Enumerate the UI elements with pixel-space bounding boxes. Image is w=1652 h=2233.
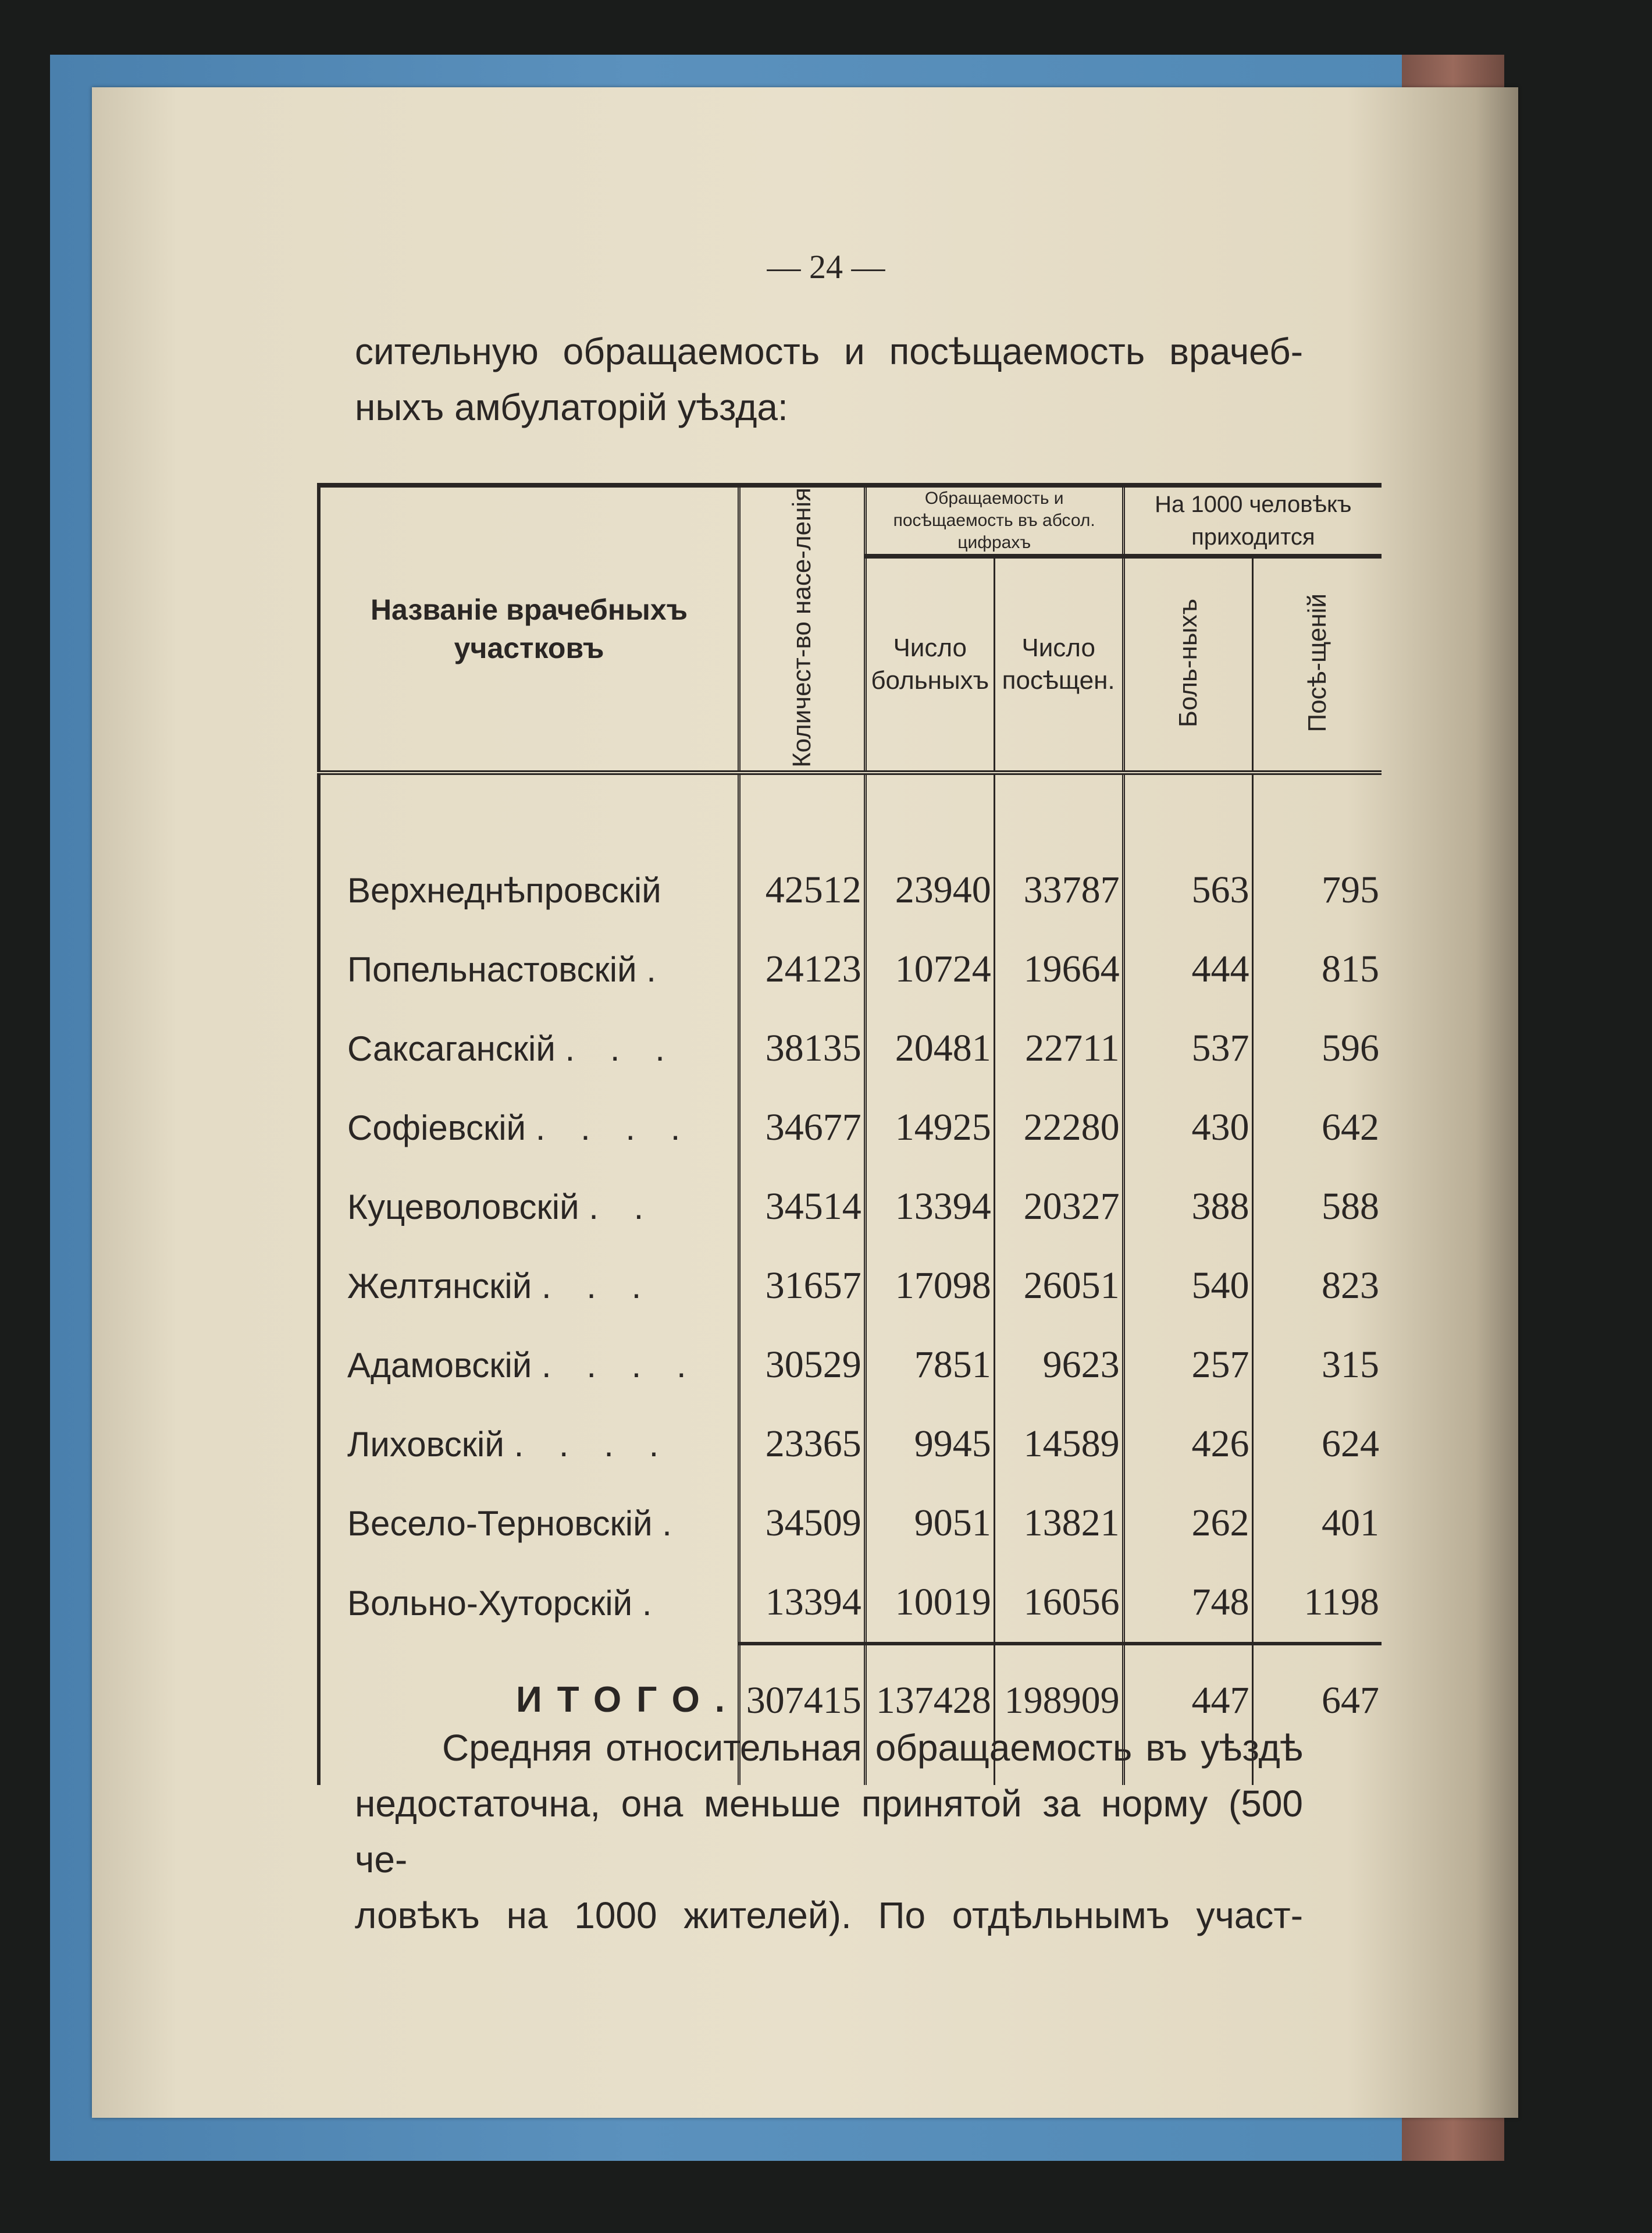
- table-row: Вольно-Хуторскій . 13394 10019 16056 748 1198: [319, 1563, 1382, 1644]
- district-name: Куцеволовскій: [347, 1187, 579, 1226]
- patients-cell: 9051: [865, 1484, 994, 1563]
- header-visits: Число посѣщен.: [994, 556, 1123, 773]
- district-statistics-table: [317, 483, 1382, 1785]
- visits-cell: 22711: [994, 1009, 1123, 1088]
- patients-per1000-cell: 426: [1123, 1404, 1252, 1484]
- header-visits-per1000: Посѣ-щеній: [1252, 556, 1382, 773]
- visits-per1000-cell: 642: [1252, 1088, 1382, 1167]
- district-name: Лиховскій: [347, 1424, 504, 1464]
- table-row: Желтянскій . . . 31657 17098 26051 540 823: [319, 1246, 1382, 1325]
- header-absolute-group: Обращаемость и посѣщаемость въ абсол. цифрахъ: [865, 485, 1123, 556]
- visits-per1000-cell: 823: [1252, 1246, 1382, 1325]
- visits-cell: 19664: [994, 930, 1123, 1009]
- population-cell: 38135: [739, 1009, 866, 1088]
- total-row: ИТОГО. 307415 137428 198909 447 647: [319, 1644, 1382, 1756]
- district-name: Попельнастовскій: [347, 950, 637, 989]
- intro-line-1: сительную обращаемость и посѣщаемость врачеб-: [355, 330, 1303, 372]
- population-cell: 34677: [739, 1088, 866, 1167]
- outro-line-1: Средняя относительная обращаемость въ уѣздѣ: [442, 1727, 1303, 1769]
- table-row: Софіевскій . . . . 34677 14925 22280 430 642: [319, 1088, 1382, 1167]
- outro-line-2: недостаточна, она меньше принятой за норму (500 че-: [355, 1783, 1303, 1880]
- district-name: Весело-Терновскій: [347, 1503, 653, 1543]
- patients-cell: 14925: [865, 1088, 994, 1167]
- table-row: Лиховскій . . . . 23365 9945 14589 426 624: [319, 1404, 1382, 1484]
- district-name: Верхнеднѣпровскій: [347, 870, 661, 910]
- visits-per1000-cell: 624: [1252, 1404, 1382, 1484]
- visits-cell: 33787: [994, 851, 1123, 930]
- population-cell: 31657: [739, 1246, 866, 1325]
- total-visits-per1000: 647: [1252, 1644, 1382, 1756]
- patients-cell: 7851: [865, 1325, 994, 1404]
- intro-paragraph: [355, 323, 1303, 435]
- header-patients-per1000: Боль-ныхъ: [1123, 556, 1252, 773]
- visits-cell: 9623: [994, 1325, 1123, 1404]
- table-row: [319, 851, 1382, 930]
- patients-per1000-cell: 262: [1123, 1484, 1252, 1563]
- visits-cell: 14589: [994, 1404, 1123, 1484]
- district-name: Желтянскій: [347, 1266, 532, 1306]
- visits-cell: 20327: [994, 1167, 1123, 1246]
- table-row: Попельнастовскій . 24123 10724 19664 444 815: [319, 930, 1382, 1009]
- population-cell: 30529: [739, 1325, 866, 1404]
- header-population: Количест-во насе-ленія: [739, 485, 866, 773]
- patients-per1000-cell: 257: [1123, 1325, 1252, 1404]
- patients-cell: 10019: [865, 1563, 994, 1644]
- population-cell: 13394: [739, 1563, 866, 1644]
- visits-per1000-cell: 795: [1252, 851, 1382, 930]
- visits-per1000-cell: 596: [1252, 1009, 1382, 1088]
- table-row: Весело-Терновскій . 34509 9051 13821 262 401: [319, 1484, 1382, 1563]
- population-cell: 23365: [739, 1404, 866, 1484]
- district-name: Софіевскій: [347, 1108, 526, 1147]
- visits-per1000-cell: 1198: [1252, 1563, 1382, 1644]
- spacer-row: [319, 773, 1382, 851]
- patients-per1000-cell: 537: [1123, 1009, 1252, 1088]
- total-population: 307415: [739, 1644, 866, 1756]
- header-district-name: Названіе врачебныхъ участковъ: [319, 485, 739, 773]
- district-name: Адамовскій: [347, 1345, 532, 1385]
- patients-per1000-cell: 540: [1123, 1246, 1252, 1325]
- visits-cell: 16056: [994, 1563, 1123, 1644]
- patients-per1000-cell: 444: [1123, 930, 1252, 1009]
- total-label: ИТОГО: [516, 1680, 715, 1720]
- visits-per1000-cell: 315: [1252, 1325, 1382, 1404]
- patients-cell: 23940: [865, 851, 994, 930]
- population-cell: 42512: [739, 851, 866, 930]
- visits-cell: 22280: [994, 1088, 1123, 1167]
- patients-cell: 17098: [865, 1246, 994, 1325]
- table-row: Куцеволовскій . . 34514 13394 20327 388 588: [319, 1167, 1382, 1246]
- patients-cell: 9945: [865, 1404, 994, 1484]
- patients-cell: 13394: [865, 1167, 994, 1246]
- header-patients: Число больныхъ: [865, 556, 994, 773]
- outro-line-3: ловѣкъ на 1000 жителей). По отдѣльнымъ участ-: [355, 1894, 1303, 1936]
- visits-cell: 13821: [994, 1484, 1123, 1563]
- visits-per1000-cell: 401: [1252, 1484, 1382, 1563]
- table-row: Саксаганскій . . . 38135 20481 22711 537 596: [319, 1009, 1382, 1088]
- header-per1000-group: На 1000 человѣкъ приходится: [1123, 485, 1382, 556]
- table-row: Адамовскій . . . . 30529 7851 9623 257 315: [319, 1325, 1382, 1404]
- district-name: Вольно-Хуторскій: [347, 1584, 633, 1623]
- patients-per1000-cell: 430: [1123, 1088, 1252, 1167]
- population-cell: 34509: [739, 1484, 866, 1563]
- patients-per1000-cell: 563: [1123, 851, 1252, 930]
- total-patients-per1000: 447: [1123, 1644, 1252, 1756]
- district-name: Саксаганскій: [347, 1029, 556, 1068]
- visits-cell: 26051: [994, 1246, 1123, 1325]
- page-number: — 24 —: [767, 248, 885, 286]
- patients-cell: 10724: [865, 930, 994, 1009]
- population-cell: 34514: [739, 1167, 866, 1246]
- patients-cell: 20481: [865, 1009, 994, 1088]
- visits-per1000-cell: 588: [1252, 1167, 1382, 1246]
- total-patients: 137428: [865, 1644, 994, 1756]
- patients-per1000-cell: 748: [1123, 1563, 1252, 1644]
- table-header-row: [319, 485, 1382, 556]
- total-visits: 198909: [994, 1644, 1123, 1756]
- patients-per1000-cell: 388: [1123, 1167, 1252, 1246]
- population-cell: 24123: [739, 930, 866, 1009]
- conclusion-paragraph: [355, 1720, 1303, 1943]
- visits-per1000-cell: 815: [1252, 930, 1382, 1009]
- intro-line-2: ныхъ амбулаторій уѣзда:: [355, 386, 788, 428]
